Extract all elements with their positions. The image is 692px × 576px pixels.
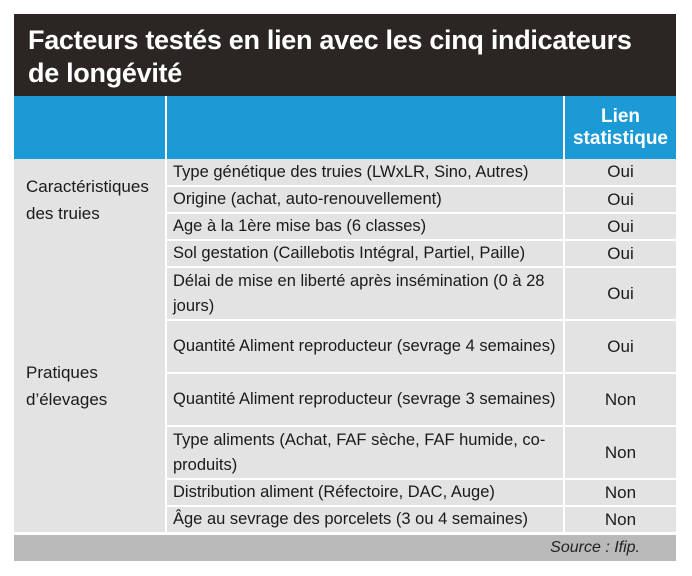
- factors-table: [14, 96, 676, 532]
- value-cell: Non: [564, 373, 676, 426]
- factor-cell: Type aliments (Achat, FAF sèche, FAF humide, co-produits): [166, 426, 564, 479]
- value-cell: Oui: [564, 186, 676, 213]
- value-cell: Oui: [564, 159, 676, 186]
- factor-cell: Distribution aliment (Réfectoire, DAC, Auge): [166, 479, 564, 506]
- factor-cell: Origine (achat, auto-renouvellement): [166, 186, 564, 213]
- value-cell: Oui: [564, 267, 676, 320]
- factor-cell: Quantité Aliment reproducteur (sevrage 3 semaines): [166, 373, 564, 426]
- value-cell: Oui: [564, 240, 676, 267]
- value-cell: Non: [564, 479, 676, 506]
- value-cell: Non: [564, 506, 676, 532]
- table-row: [14, 240, 676, 267]
- factor-cell: Type génétique des truies (LWxLR, Sino, Autres): [166, 159, 564, 186]
- table-header-row: [14, 96, 676, 159]
- group-label-pratiques: Pratiques d’élevages: [14, 240, 166, 532]
- source-footer: Source : Ifip.: [14, 535, 676, 561]
- factors-table-card: [14, 14, 676, 561]
- table-title: Facteurs testés en lien avec les cinq indicateurs de longévité: [14, 14, 676, 96]
- header-lien-statistique: Lien statistique: [564, 96, 676, 159]
- factor-cell: Age à la 1ère mise bas (6 classes): [166, 213, 564, 240]
- value-cell: Non: [564, 426, 676, 479]
- factor-cell: Sol gestation (Caillebotis Intégral, Partiel, Paille): [166, 240, 564, 267]
- header-blank-cell: [166, 96, 564, 159]
- factor-cell: Quantité Aliment reproducteur (sevrage 4 semaines): [166, 320, 564, 373]
- value-cell: Oui: [564, 213, 676, 240]
- header-blank-cell: [14, 96, 166, 159]
- value-cell: Oui: [564, 320, 676, 373]
- factor-cell: Âge au sevrage des porcelets (3 ou 4 semaines): [166, 506, 564, 532]
- factor-cell: Délai de mise en liberté après insémination (0 à 28 jours): [166, 267, 564, 320]
- group-label-caracteristiques: Caractéristiques des truies: [14, 159, 166, 240]
- table-row: [14, 159, 676, 186]
